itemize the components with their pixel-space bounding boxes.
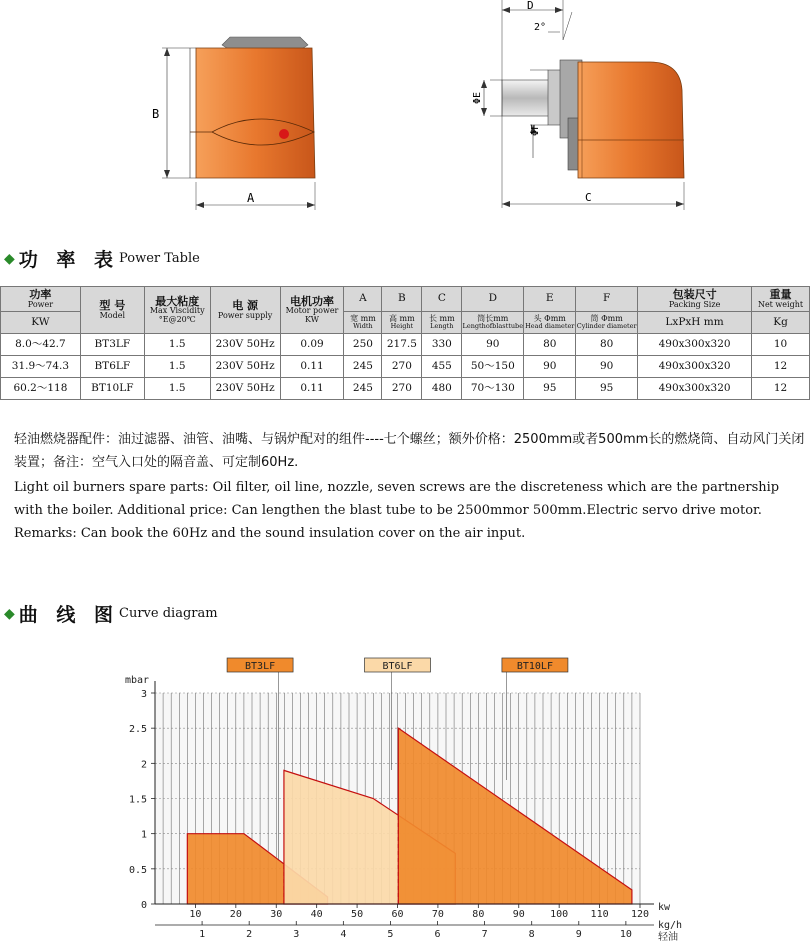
header-d-sub: 筒长mm Lengthofblasttube: [462, 312, 524, 334]
x-tick-label: 120: [630, 909, 650, 920]
header-model: 型 号 Model: [80, 287, 144, 334]
x-tick-label: 70: [431, 909, 444, 920]
power-table: [0, 286, 810, 400]
curve-diagram-heading: [4, 600, 218, 627]
cell-a: 245: [344, 356, 382, 378]
header-packing: 包装尺寸 Packing Size: [638, 287, 752, 312]
series-label: BT10LF: [516, 661, 553, 672]
cell-power: 31.9～74.3: [1, 356, 81, 378]
x2-tick-label: 1: [199, 929, 206, 940]
cell-packing: 490x300x320: [638, 334, 752, 356]
header-e-sub: 头 Φmm Head diameter: [524, 312, 576, 334]
header-power-supply: 电 源 Power supply: [210, 287, 280, 334]
x2-tick-label: 6: [434, 929, 441, 940]
notes-zh: 轻油燃烧器配件：油过滤器、油管、油嘴、与锅炉配对的组件----七个螺丝；额外价格：2500mm或者500mm长的燃烧筒、自动风门关闭装置；备注：空气入口处的隔音盖、可定制60Hz.: [14, 432, 805, 470]
cell-f: 80: [576, 334, 638, 356]
dim-c-label: C: [585, 191, 592, 204]
power-table-title-zh: 功 率 表: [18, 249, 120, 271]
dim-b-label: B: [152, 107, 160, 121]
cell-weight: 10: [752, 334, 810, 356]
dim-phi-f-label: ΦF: [530, 123, 541, 136]
series-label: BT6LF: [382, 661, 413, 672]
burner-drawings: [0, 0, 810, 225]
cell-f: 90: [576, 356, 638, 378]
cell-packing: 490x300x320: [638, 378, 752, 400]
dim-d-label: D: [527, 0, 534, 12]
header-c-sub: 长 mm Length: [422, 312, 462, 334]
y-tick-label: 0: [140, 900, 147, 911]
dim-a-label: A: [247, 191, 255, 205]
cell-d: 50～150: [462, 356, 524, 378]
cell-supply: 230V 50Hz: [210, 356, 280, 378]
x-axis-label: kw: [658, 902, 671, 913]
header-e: E: [524, 287, 576, 312]
cell-b: 270: [382, 378, 422, 400]
cell-viscidity: 1.5: [144, 378, 210, 400]
red-indicator-dot: [279, 129, 289, 139]
header-f-sub: 筒 Φmm Cylinder diameter: [576, 312, 638, 334]
y-axis-label: mbar: [125, 675, 150, 686]
cell-f: 95: [576, 378, 638, 400]
cell-power: 8.0～42.7: [1, 334, 81, 356]
cell-d: 70～130: [462, 378, 524, 400]
y-tick-label: 2: [140, 759, 147, 771]
series-label: BT3LF: [245, 661, 276, 672]
header-b: B: [382, 287, 422, 312]
header-c: C: [422, 287, 462, 312]
cell-e: 95: [524, 378, 576, 400]
x2-tick-label: 5: [387, 929, 394, 940]
header-b-sub: 高 mm Height: [382, 312, 422, 334]
x2-tick-label: 4: [340, 929, 347, 940]
dim-phi-e-label: ΦE: [472, 91, 483, 104]
cell-a: 245: [344, 378, 382, 400]
x-tick-label: 10: [189, 909, 202, 920]
x-tick-label: 100: [550, 909, 569, 920]
header-motor-power: 电机功率 Motor power KW: [280, 287, 344, 334]
y-tick-label: 1: [140, 829, 147, 841]
x2-tick-label: 8: [528, 929, 535, 940]
curve-chart: [0, 650, 810, 941]
cell-b: 270: [382, 356, 422, 378]
cell-power: 60.2～118: [1, 378, 81, 400]
cell-motor: 0.11: [280, 356, 344, 378]
cell-weight: 12: [752, 378, 810, 400]
x-tick-label: 30: [270, 909, 283, 920]
diamond-bullet-icon: ◆: [4, 605, 15, 622]
cell-supply: 230V 50Hz: [210, 378, 280, 400]
cell-supply: 230V 50Hz: [210, 334, 280, 356]
cell-d: 90: [462, 334, 524, 356]
x-tick-label: 60: [391, 909, 404, 920]
table-row: [1, 356, 810, 378]
power-table-heading: [4, 245, 200, 272]
header-power-unit: KW: [1, 312, 81, 334]
x2-tick-label: 3: [293, 929, 300, 940]
x2-axis-label-zh: 轻油: [658, 932, 678, 941]
side-view-drawing: [472, 0, 684, 210]
cell-weight: 12: [752, 356, 810, 378]
diamond-bullet-icon: ◆: [4, 250, 15, 267]
cell-model: BT3LF: [80, 334, 144, 356]
y-tick-label: 3: [140, 689, 147, 700]
header-a: A: [344, 287, 382, 312]
cell-b: 217.5: [382, 334, 422, 356]
table-row: [1, 334, 810, 356]
table-header-row: [1, 287, 810, 312]
x-tick-label: 80: [472, 909, 485, 920]
dim-angle-label: 2°: [534, 22, 547, 33]
cell-c: 455: [422, 356, 462, 378]
curve-title-en: Curve diagram: [119, 606, 218, 621]
x-tick-label: 20: [229, 909, 242, 920]
curve-title-zh: 曲 线 图: [18, 604, 120, 626]
header-power: 功率 Power: [1, 287, 81, 312]
cell-model: BT6LF: [80, 356, 144, 378]
cell-viscidity: 1.5: [144, 356, 210, 378]
header-packing-unit: LxPxH mm: [638, 312, 752, 334]
front-view-drawing: [152, 37, 315, 210]
header-f: F: [576, 287, 638, 312]
x2-tick-label: 10: [619, 929, 632, 940]
header-d: D: [462, 287, 524, 312]
x2-axis-label: kg/h: [658, 920, 683, 931]
power-table-title-en: Power Table: [119, 251, 200, 266]
header-weight-unit: Kg: [752, 312, 810, 334]
notes-en: Light oil burners spare parts: Oil filter, oil line, nozzle, seven screws are the discreteness which are the partnership with the boiler. Additional price: Can lengthen the blast tube to be 2500mmor 500mm.Electric servo drive motor. Remarks: Can book the 60Hz and the sound insulation cover on the air input.: [14, 480, 780, 541]
cell-viscidity: 1.5: [144, 334, 210, 356]
table-row: [1, 378, 810, 400]
cell-e: 80: [524, 334, 576, 356]
x2-tick-label: 2: [246, 929, 253, 940]
y-tick-label: 2.5: [128, 724, 147, 736]
cell-a: 250: [344, 334, 382, 356]
x-tick-label: 110: [590, 909, 609, 920]
cell-c: 330: [422, 334, 462, 356]
y-tick-label: 1.5: [128, 794, 147, 806]
y-tick-label: 0.5: [128, 864, 147, 876]
cell-motor: 0.09: [280, 334, 344, 356]
x-tick-label: 50: [351, 909, 364, 920]
x-tick-label: 90: [512, 909, 525, 920]
x-tick-label: 40: [310, 909, 323, 920]
header-a-sub: 宽 mm Width: [344, 312, 382, 334]
cell-c: 480: [422, 378, 462, 400]
cell-motor: 0.11: [280, 378, 344, 400]
header-weight: 重量 Net weight: [752, 287, 810, 312]
cell-e: 90: [524, 356, 576, 378]
x2-tick-label: 9: [575, 929, 582, 940]
header-viscidity: 最大粘度 Max Viscidity °E@20℃: [144, 287, 210, 334]
cell-model: BT10LF: [80, 378, 144, 400]
x2-tick-label: 7: [481, 929, 488, 940]
cell-packing: 490x300x320: [638, 356, 752, 378]
